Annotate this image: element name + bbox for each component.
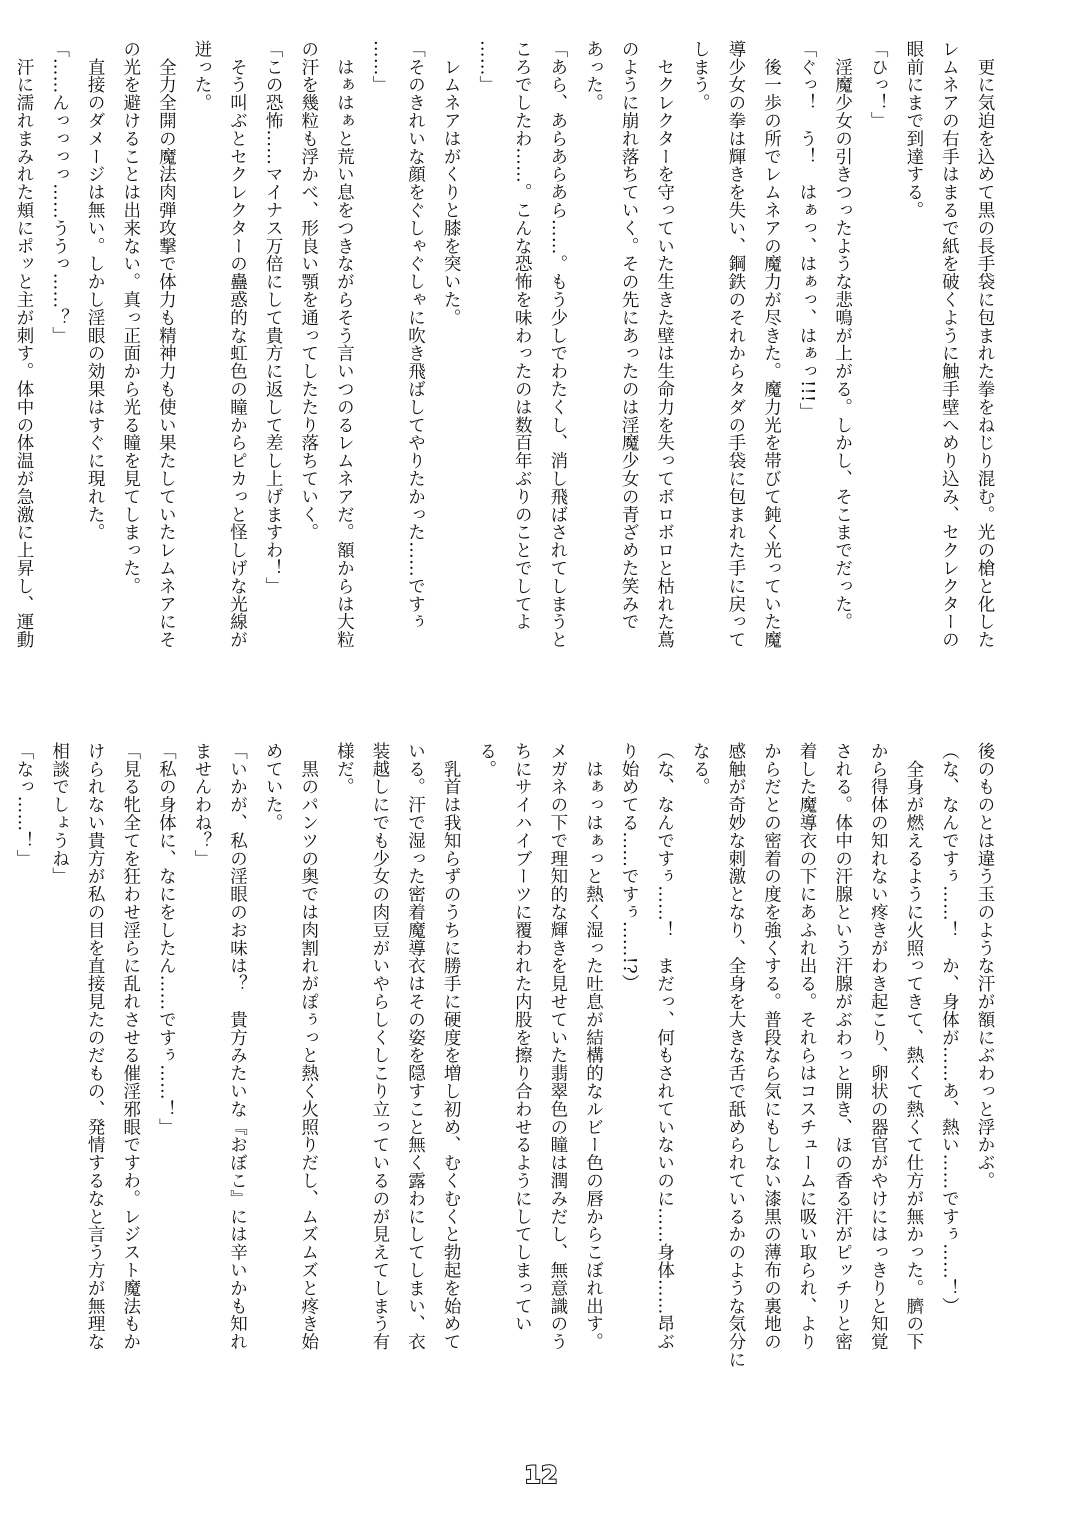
text-line: めていた。 [263,742,284,832]
text-line: 「私の身体に、なにをしたん……ですぅ……！」 [156,742,177,1136]
text-line: 「あら、あらあらあら……。もう少しでわたくし、消し飛ばされてしまうと [547,40,568,649]
text-line: のように崩れ落ちていく。その先にあったのは淫魔少女の青ざめた笑みで [619,40,640,631]
text-line: 「なっ……！」 [13,742,34,868]
text-line: 黒のパンツの奥では肉割れがぽぅっと熱く火照りだし、ムズムズと疼き始 [298,742,319,1351]
text-line: 「見る牝全てを狂わせ淫らに乱れさせる催淫邪眼ですわ。レジスト魔法もか [120,742,141,1351]
text-line: はぁっはぁっと熱く湿った吐息が結構的なルビー色の唇からこぼれ出す。 [583,742,604,1351]
text-line: 後一歩の所でレムネアの魔力が尽きた。魔力光を帯びて鈍く光っていた魔 [761,40,782,649]
text-line: 眼前にまで到達する。 [903,40,924,219]
text-line: からだとの密着の度を強くする。普段なら気にもしない漆黒の薄布の裏地の [761,742,782,1351]
text-line: 「ひっ！」 [868,40,889,130]
text-line: 「そのきれいな顔をぐしゃぐしゃに吹き飛ばしてやりたかった……ですぅ [405,40,426,631]
text-line: なる。 [690,742,711,796]
text-line: そう叫ぶとセクレクターの蠱惑的な虹色の瞳からピカっと怪しげな光線が [227,40,248,649]
text-line: いる。汗で湿った密着魔導衣はその姿を隠すこと無く露わにしてしまい、衣 [405,742,426,1351]
text-line: から得体の知れない疼きがわき起こり、卵状の器官がやけにはっきりと知覚 [868,742,889,1351]
text-line: （な、なんですぅ……！ か、身体が……あ、熱い……ですぅ……！） [939,742,960,1315]
text-line: される。体中の汗腺という汗腺がぶわっと開き、ほの香る汗がピッチリと密 [832,742,853,1351]
text-line: （な、なんですぅ……！ まだっ、何もされていないのに……身体……昂ぶ [654,742,675,1351]
text-line: 乳首は我知らずのうちに勝手に硬度を増し初め、むくむくと勃起を始めて [441,742,462,1351]
text-line: はぁはぁと荒い息をつきながらそう言いつのるレムネアだ。額からは大粒 [334,40,355,649]
text-line: の光を避けることは出来ない。真っ正面から光る瞳を見てしまった。 [120,40,141,595]
text-line: 淫魔少女の引きつったような悲鳴が上がる。しかし、そこまでだった。 [832,40,853,631]
text-line: 導少女の拳は輝きを失い、鋼鉄のそれからタダの手袋に包まれた手に戻って [725,40,746,649]
text-line: ……」 [476,40,497,94]
text-line: 「ぐっ！ う！ はぁっ、はぁっ、はぁっ!!!」 [797,40,818,421]
text-line: 迸った。 [191,40,212,112]
text-line: 全身が燃えるように火照ってきて、熱くて熱くて仕方が無かった。臍の下 [903,742,924,1351]
text-line: 汗に濡れまみれた頬にポッと主が刺す。体中の体温が急激に上昇し、運動 [13,40,34,649]
text-line: セクレクターを守っていた生きた壁は生命力を失ってボロボロと枯れた蔦 [654,40,675,649]
text-line: けられない貴方が私の目を直接見たのだもの、発情するなと言う方が無理な [85,742,106,1351]
text-line: レムネアの右手はまるで紙を破くように触手壁へめり込み、セクレクターの [939,40,960,649]
upper-text-block [13,40,1002,730]
text-line: 着した魔導衣の下にあふれ出る。それらはコスチュームに吸い取られ、より [797,742,818,1351]
text-line: 全力全開の魔法肉弾攻撃で体力も精神力も使い果たしていたレムネアにそ [156,40,177,649]
text-line: り始めてる……ですぅ……!?） [619,742,640,992]
text-line: 感触が奇妙な刺激となり、全身を大きな舌で舐められているかのような気分に [725,742,746,1369]
text-line: 様だ。 [334,742,355,796]
text-line: ……」 [369,40,390,94]
text-line: メガネの下で理知的な輝きを見せていた翡翠色の瞳は潤みだし、無意識のう [547,742,568,1351]
text-line: レムネアはがくりと膝を突いた。 [441,40,462,327]
text-line: しまう。 [690,40,711,112]
text-line: の汗を幾粒も浮かべ、形良い顎を通ってしたたり落ちていく。 [298,40,319,542]
text-line: ませんわね？」 [191,742,212,868]
page-number: 12 [524,1461,558,1489]
text-line: 「……んっっっっ……ううっ……？」 [49,40,70,345]
text-line: 直接のダメージは無い。しかし淫眼の効果はすぐに現れた。 [85,40,106,542]
text-line: 「この恐怖……マイナス万倍にして貴方に返して差し上げますわ！」 [263,40,284,595]
lower-text-block [13,742,1002,1432]
text-line: る。 [476,742,497,778]
text-line: 後のものとは違う玉のような汗が額にぶわっと浮かぶ。 [975,742,995,1190]
text-line: 「いかが、私の淫眼のお味は？ 貴方みたいな『おぼこ』には辛いかも知れ [227,742,248,1351]
text-line: 装越しにでも少女の肉豆がいやらしくしこり立っているのが見えてしまう有 [369,742,390,1351]
text-line: ころでしたわ……。こんな恐怖を味わったのは数百年ぶりのことでしてよ [512,40,533,631]
text-line: 更に気迫を込めて黒の長手袋に包まれた拳をねじり混む。光の槍と化した [975,40,995,649]
text-line: ちにサイハイブーツに覆われた内股を擦り合わせるようにしてしまってい [512,742,533,1333]
text-line: あった。 [583,40,604,112]
text-line: 相談でしょうね」 [49,742,70,886]
